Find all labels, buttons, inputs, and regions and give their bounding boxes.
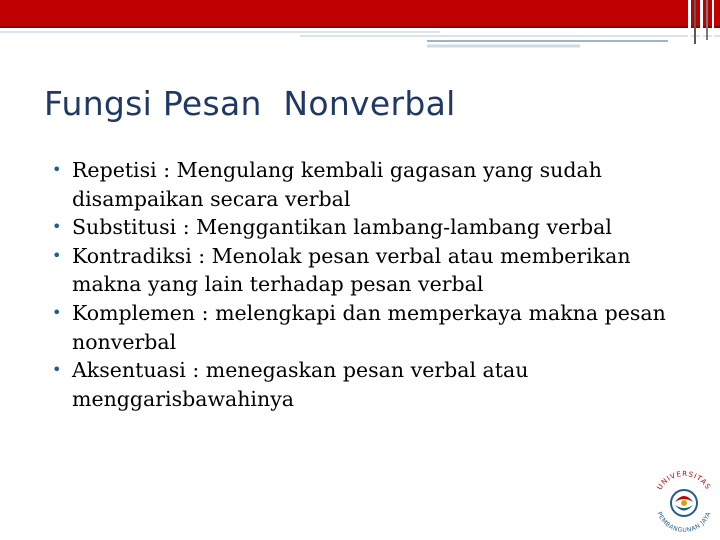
bullet-item xyxy=(52,356,692,413)
bullet-icon: • xyxy=(52,360,62,380)
logo-emblem-dot xyxy=(681,500,687,506)
logo-text-bottom: PEMBANGUNAN JAYA xyxy=(655,510,713,535)
bullet-icon: • xyxy=(52,217,62,237)
bullet-text: Repetisi : Mengulang kembali gagasan yang sudah disampaikan secara verbal xyxy=(72,158,602,211)
header-decoration xyxy=(0,0,720,60)
deco-stripe-2 xyxy=(694,0,696,44)
bullet-icon: • xyxy=(52,245,62,265)
bullet-text: Aksentuasi : menegaskan pesan verbal atau menggarisbawahinya xyxy=(72,358,529,411)
bullet-icon: • xyxy=(52,302,62,322)
bullet-item xyxy=(52,299,692,356)
deco-stripe-3 xyxy=(700,0,703,52)
bullet-item xyxy=(52,213,692,242)
deco-stripe-5 xyxy=(712,0,714,56)
bullet-item xyxy=(52,156,692,213)
bullet-text: Komplemen : melengkapi dan memperkaya makna pesan nonverbal xyxy=(72,300,666,354)
bullet-icon: • xyxy=(52,160,62,179)
university-logo xyxy=(648,462,720,538)
bullet-list xyxy=(52,156,692,413)
bullet-text: Kontradiksi : Menolak pesan verbal atau memberikan makna yang lain terhadap pesan verbal xyxy=(72,243,631,297)
slide-title: Fungsi Pesan Nonverbal xyxy=(44,84,456,123)
bullet-text: Substitusi : Menggantikan lambang-lambang verbal xyxy=(72,215,612,240)
deco-stripe-4 xyxy=(706,0,708,40)
deco-stripe-1 xyxy=(688,0,691,48)
logo-text-top: UNIVERSITAS xyxy=(655,469,713,492)
bullet-item xyxy=(52,242,692,299)
